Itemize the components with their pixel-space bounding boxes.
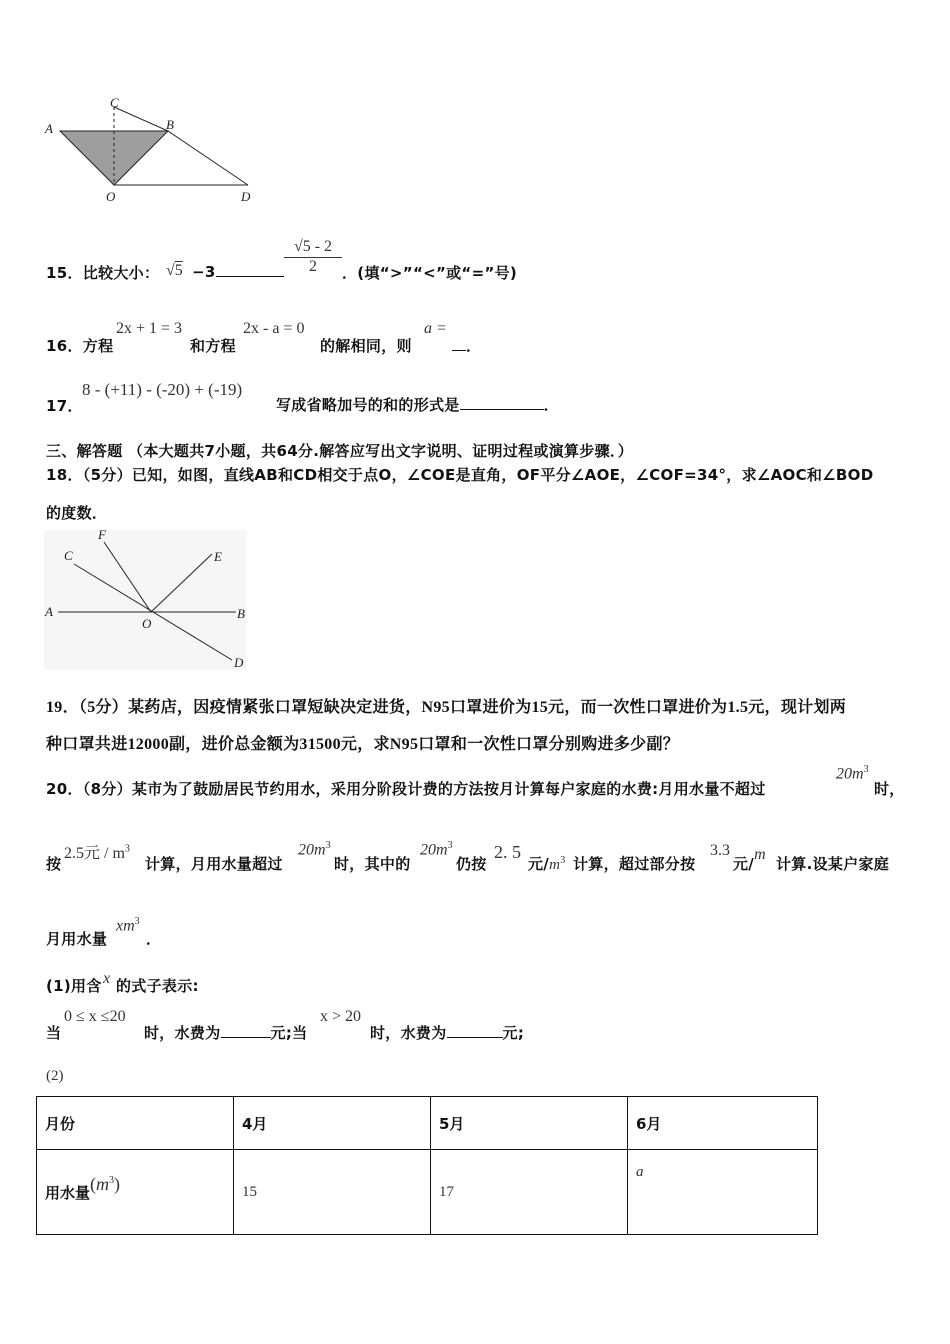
q17-tail-text: 写成省略加号的和的形式是 [276, 396, 460, 414]
q20-l2g-text: 元/ [733, 855, 755, 873]
fig14-label-b: B [166, 117, 174, 132]
q20-xm-text: xm [116, 917, 135, 935]
q20-range2: x > 20 [320, 1008, 362, 1025]
q17-tail [276, 394, 559, 415]
section-3-header: 三、解答题 （本大题共7小题，共64分.解答应写出文字说明、证明过程或演算步骤．） [46, 442, 634, 460]
fig18-label-c: C [64, 548, 73, 563]
q20-rate1b: 2. 5 [494, 842, 521, 862]
q15-answer-blank[interactable] [216, 262, 284, 277]
q20-c1d-text: 时，水费为 [370, 1024, 447, 1042]
q15-fraction [284, 238, 342, 276]
q20-l2b: 计算，月用水量超过 [145, 855, 283, 873]
q20-20m3-b: $20m^3$ [298, 840, 331, 859]
q20-c1b [144, 1022, 307, 1043]
q18-line2: 的度数． [46, 504, 108, 522]
row-label-text: 用水量 [45, 1183, 91, 1202]
q16-number: 16．方程 [46, 337, 114, 355]
q16-end: ． [466, 337, 482, 355]
q15-minus3-text: −3 [192, 263, 216, 281]
q20-l2h: 计算.设某户家庭 [776, 855, 890, 873]
q19-line2: 种口罩共进12000副，进价总金额为31500元，求N95口罩和一次性口罩分别购进多少副？ [46, 736, 680, 753]
table-cell-june: a [628, 1150, 818, 1235]
q20-l2a: 按 [46, 855, 62, 873]
q15-minus3 [192, 262, 284, 281]
q18-line1: 18．（5分）已知，如图，直线AB和CD相交于点O，∠COE是直角，OF平分∠AOE，∠COF=34°，求∠AOC和∠BOD [46, 466, 874, 484]
q17-expression: 8 - (+11) - (-20) + (-19) [82, 380, 243, 399]
q20-x-var: x [103, 970, 111, 987]
fig18-label-e: E [214, 549, 222, 564]
q20-20m-b: 20m [298, 841, 326, 859]
fig18-label-b: B [237, 606, 245, 621]
q20-l2e-text: 元/ [528, 855, 550, 873]
q16-a-var: a = [424, 320, 447, 337]
q16-answer-blank[interactable] [452, 336, 466, 351]
q20-c1b-text: 时，水费为 [144, 1024, 221, 1042]
q20-part1: (1)用含 [46, 977, 102, 995]
table-row-usage [37, 1150, 818, 1235]
q15-radicand: 5 [174, 262, 183, 279]
q16-eq1: 2x + 1 = 3 [116, 320, 183, 337]
q20-c1a: 当 [46, 1024, 62, 1042]
q20-rate2: 3.3 [710, 842, 730, 859]
q20-rate1: 2.5元 / $m^3$ [64, 843, 130, 862]
q20-20m3-c: $20m^3$ [420, 840, 453, 859]
fig18-label-f: F [98, 528, 106, 542]
q20-l2c: 时，其中的 [334, 855, 411, 873]
q20-l2e: 元$/m^3$ [528, 855, 566, 873]
fig18-label-d: D [234, 655, 244, 670]
water-usage-table [36, 1096, 818, 1235]
q15-tail: ．(填“>”“<”或“=”号) [342, 264, 518, 282]
fig14-label-c: C [110, 95, 119, 110]
q17-number: 17． [46, 397, 83, 415]
table-cell-april: 15 [234, 1150, 431, 1235]
table-cell-may: 17 [431, 1150, 628, 1235]
q20-20m-c: 20m [420, 841, 448, 859]
question-15 [46, 262, 159, 283]
fig14-label-a: A [45, 121, 53, 136]
table-row-label: 用水量$(m^3)$ [37, 1150, 234, 1235]
row-label-unit: m [96, 1173, 110, 1194]
q20-part2: (2) [46, 1068, 64, 1084]
q17-answer-blank[interactable] [460, 395, 544, 410]
fig18-label-o: O [142, 616, 152, 631]
q20-l2d: 仍按 [456, 855, 487, 873]
fig14-label-d: D [241, 189, 251, 204]
q15-sqrt5: √5 [166, 262, 183, 279]
q20-c1e-text: 元; [502, 1024, 525, 1042]
table-header-may: 5月 [431, 1097, 628, 1150]
q20-part1-end: 的式子表示: [116, 977, 199, 995]
q20-c1c-text: 元;当 [270, 1024, 308, 1042]
triangle-figure [40, 95, 270, 210]
q20-blank-1[interactable] [221, 1023, 271, 1038]
fig18-label-a: A [45, 604, 53, 619]
angle-figure [40, 528, 250, 673]
q19-line1: 19．（5分）某药店，因疫情紧张口罩短缺决定进货，N95口罩进价为15元，而一次性口罩进价为1.5元，现计划两 [46, 699, 847, 716]
q20-20m-a: 20m [836, 765, 864, 783]
q15-frac-denominator: 2 [309, 258, 317, 275]
q16-mid: 和方程 [190, 337, 236, 355]
q20-xm3: $xm^3$ [116, 916, 140, 935]
q20-line1-end: 时， [874, 780, 905, 798]
table-header-april: 4月 [234, 1097, 431, 1150]
q20-line1: 20．（8分）某市为了鼓励居民节约用水，采用分阶段计费的方法按月计算每户家庭的水费:月用水量不超过 [46, 780, 766, 798]
q16-answer [452, 335, 481, 356]
q20-l2g: 元/m [733, 846, 766, 873]
q15-number: 15．比较大小： [46, 264, 160, 282]
q17-end: ． [543, 396, 559, 414]
q20-rate1-text: 2.5元 / m [64, 845, 125, 862]
q20-l3: 月用水量 [46, 930, 108, 948]
fig14-label-o: O [106, 189, 116, 204]
q20-20m3-a: $20m^3$ [836, 764, 869, 783]
table-header-month: 月份 [37, 1097, 234, 1150]
q16-tail: 的解相同，则 [320, 337, 412, 355]
q20-l2f: 计算，超过部分按 [573, 855, 696, 873]
table-header-june: 6月 [628, 1097, 818, 1150]
q20-l3end: ． [146, 930, 162, 948]
q20-range1: 0 ≤ x ≤20 [64, 1008, 126, 1025]
q16-eq2: 2x - a = 0 [243, 320, 305, 337]
q20-c1d [370, 1022, 524, 1043]
q15-frac-numerator: √5 - 2 [284, 238, 342, 258]
table-header-row [37, 1097, 818, 1150]
q20-blank-2[interactable] [447, 1023, 503, 1038]
